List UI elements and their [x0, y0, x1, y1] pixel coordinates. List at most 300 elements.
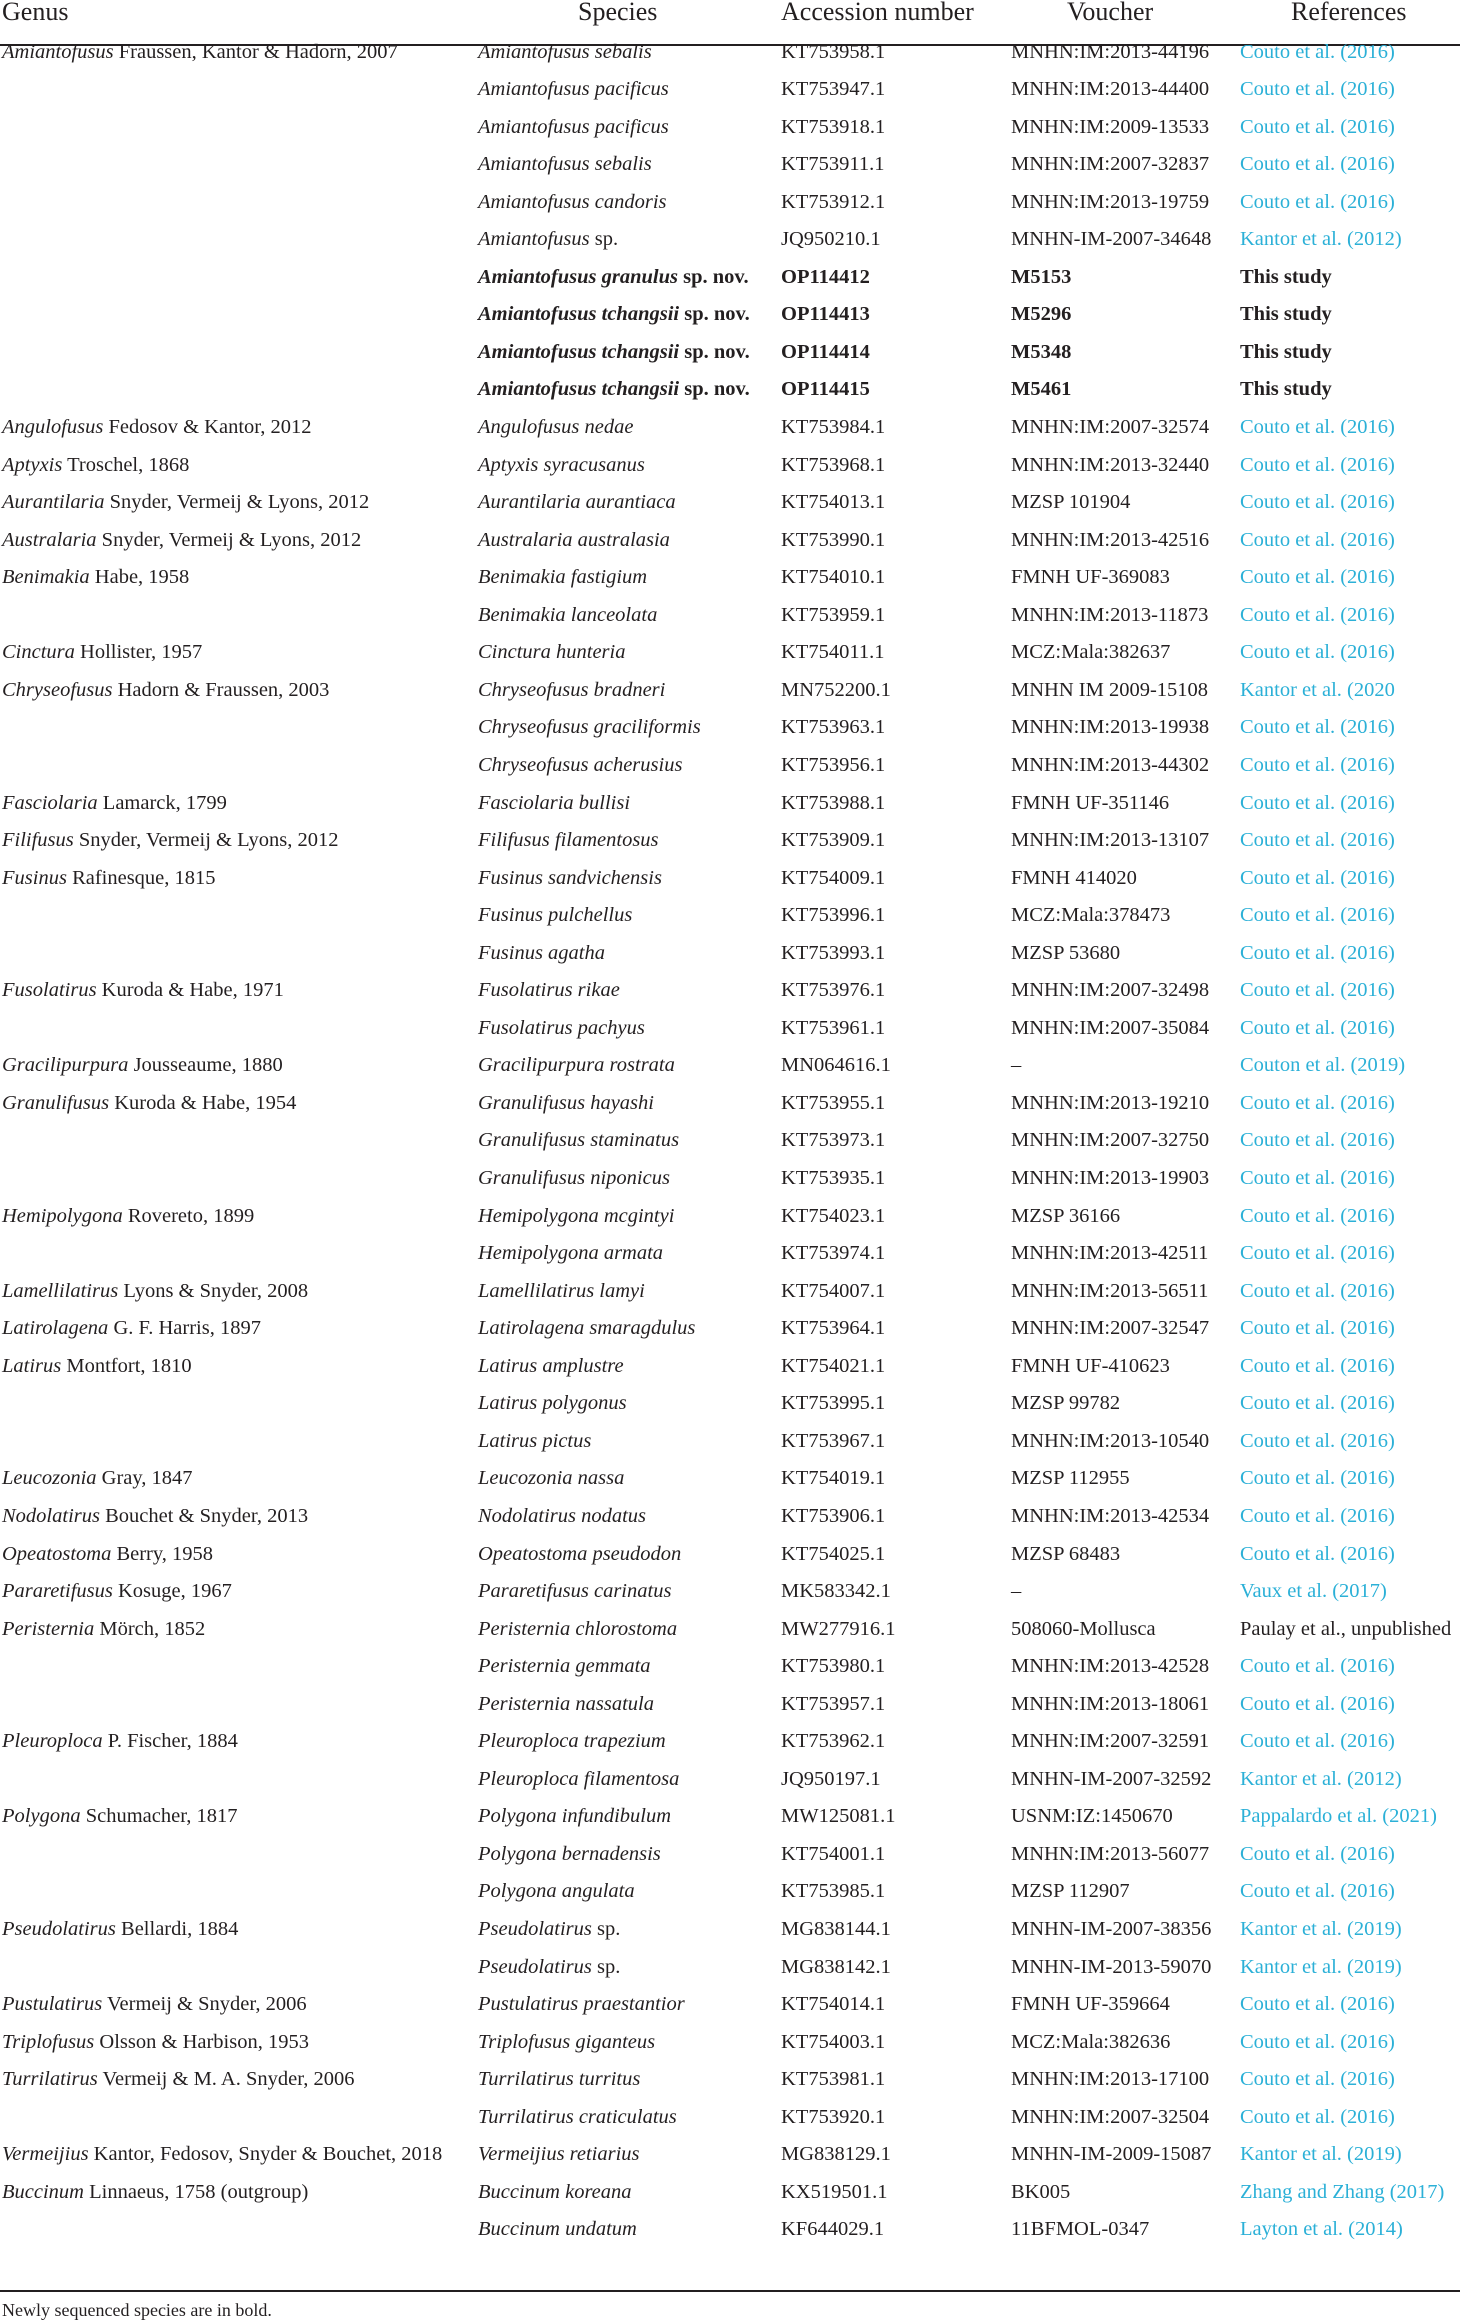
- species-name: Australaria australasia: [478, 528, 670, 551]
- genus-cell: [2, 1498, 308, 1536]
- reference-link[interactable]: Couto et al. (2016): [1240, 528, 1395, 551]
- species-cell: [478, 447, 645, 485]
- species-cell: [478, 2024, 655, 2062]
- genus-name: Filifusus: [2, 829, 74, 852]
- accession-cell: KT753920.1: [781, 2105, 886, 2128]
- genus-cell: [2, 1986, 307, 2024]
- header-species: Species: [578, 0, 658, 26]
- voucher-cell: M5296: [1011, 303, 1072, 326]
- species-cell: [478, 71, 669, 109]
- genus-author: Kuroda & Habe, 1971: [101, 979, 284, 1002]
- genus-name: Chryseofusus: [2, 678, 113, 701]
- table-row: [0, 1310, 1460, 1348]
- species-cell: [478, 1611, 677, 1649]
- accession-cell: MK583342.1: [781, 1580, 891, 1603]
- species-cell: [478, 1310, 695, 1348]
- accession-cell: KX519501.1: [781, 2180, 888, 2203]
- reference-link[interactable]: Couto et al. (2016): [1240, 829, 1395, 852]
- species-cell: [478, 34, 652, 72]
- species-cell: [478, 972, 620, 1010]
- voucher-cell: –: [1011, 1580, 1022, 1603]
- species-cell: [478, 259, 749, 297]
- genus-name: Fusinus: [2, 866, 67, 889]
- table-row: [0, 897, 1460, 935]
- genus-author: Snyder, Vermeij & Lyons, 2012: [78, 829, 339, 852]
- genus-name: Amiantofusus: [2, 40, 114, 63]
- reference-cell: This study: [1240, 378, 1332, 401]
- reference-link[interactable]: Couto et al. (2016): [1240, 2105, 1395, 2128]
- species-cell: [478, 1686, 654, 1724]
- table-row: [0, 1460, 1460, 1498]
- accession-cell: KT754007.1: [781, 1279, 886, 1302]
- species-cell: [478, 409, 633, 447]
- species-cell: [478, 1986, 685, 2024]
- reference-link[interactable]: Kantor et al. (2019): [1240, 2143, 1402, 2166]
- genus-author: Bellardi, 1884: [121, 1918, 239, 1940]
- voucher-cell: MNHN:IM:2007-32837: [1011, 153, 1210, 176]
- reference-link[interactable]: Couto et al. (2016): [1240, 190, 1395, 213]
- genus-cell: [2, 2174, 308, 2212]
- reference-link[interactable]: Couto et al. (2016): [1240, 1354, 1395, 1377]
- genus-name: Benimakia: [2, 566, 90, 589]
- species-name: Fusinus sandvichensis: [478, 866, 662, 889]
- genus-cell: [2, 409, 312, 447]
- species-name: Chryseofusus graciliformis: [478, 716, 701, 739]
- table-row: [0, 1085, 1460, 1123]
- species-suffix: sp.: [594, 228, 619, 251]
- table-row: [0, 1198, 1460, 1236]
- voucher-cell: FMNH UF-410623: [1011, 1354, 1170, 1377]
- reference-link[interactable]: Couto et al. (2016): [1240, 904, 1395, 927]
- accession-cell: OP114415: [781, 378, 870, 401]
- voucher-cell: MNHN:IM:2013-13107: [1011, 829, 1210, 852]
- table-row: [0, 597, 1460, 635]
- reference-link[interactable]: Couto et al. (2016): [1240, 1880, 1395, 1903]
- reference-link[interactable]: Couto et al. (2016): [1240, 78, 1395, 101]
- species-name: Amiantofusus tchangsii: [478, 340, 680, 363]
- genus-author: Hadorn & Fraussen, 2003: [117, 678, 330, 701]
- reference-link[interactable]: Couto et al. (2016): [1240, 979, 1395, 1002]
- accession-cell: KF644029.1: [781, 2218, 885, 2241]
- reference-link[interactable]: Couto et al. (2016): [1240, 453, 1395, 476]
- species-name: Peristernia gemmata: [478, 1655, 651, 1678]
- table-row: [0, 1798, 1460, 1836]
- genus-name: Nodolatirus: [2, 1504, 100, 1527]
- genus-author: Bouchet & Snyder, 2013: [105, 1504, 309, 1527]
- reference-link[interactable]: Kantor et al. (2020: [1240, 678, 1395, 701]
- reference-link[interactable]: Couto et al. (2016): [1240, 1204, 1395, 1227]
- species-name: Triplofusus giganteus: [478, 2030, 656, 2053]
- species-name: Pararetifusus carinatus: [478, 1580, 672, 1603]
- reference-link[interactable]: Couto et al. (2016): [1240, 1016, 1395, 1039]
- accession-cell: KT753984.1: [781, 416, 886, 438]
- accession-cell: KT753968.1: [781, 453, 886, 476]
- table-row: [0, 822, 1460, 860]
- accession-cell: KT753963.1: [781, 716, 886, 739]
- species-cell: [478, 334, 750, 372]
- accession-cell: KT753990.1: [781, 528, 886, 551]
- species-cell: [478, 1836, 661, 1874]
- table-row: [0, 296, 1460, 334]
- accession-cell: MN064616.1: [781, 1054, 891, 1077]
- species-name: Cinctura hunteria: [478, 641, 626, 664]
- reference-link[interactable]: Couto et al. (2016): [1240, 1993, 1395, 2016]
- voucher-cell: FMNH UF-351146: [1011, 791, 1170, 814]
- reference-link[interactable]: Couto et al. (2016): [1240, 153, 1395, 176]
- voucher-cell: MNHN:IM:2013-19759: [1011, 190, 1210, 213]
- genus-cell: [2, 785, 227, 823]
- voucher-cell: MNHN:IM:2007-35084: [1011, 1016, 1210, 1039]
- genus-cell: [2, 1348, 192, 1386]
- table-row: [0, 522, 1460, 560]
- accession-cell: MG838142.1: [781, 1955, 891, 1978]
- reference-link[interactable]: Couto et al. (2016): [1240, 1129, 1395, 1152]
- accession-cell: MG838144.1: [781, 1918, 891, 1940]
- accession-cell: KT753964.1: [781, 1317, 886, 1340]
- genus-name: Pseudolatirus: [2, 1918, 116, 1940]
- voucher-cell: MNHN:IM:2013-42511: [1011, 1242, 1209, 1265]
- reference-link[interactable]: Couto et al. (2016): [1240, 1655, 1395, 1678]
- table-row: [0, 2061, 1460, 2099]
- reference-link[interactable]: Couto et al. (2016): [1240, 416, 1395, 438]
- species-name: Fusinus agatha: [478, 941, 605, 964]
- genus-name: Peristernia: [2, 1617, 95, 1640]
- voucher-cell: MNHN:IM:2013-19210: [1011, 1091, 1210, 1114]
- genus-name: Pustulatirus: [2, 1993, 103, 2016]
- genus-name: Vermeijius: [2, 2143, 89, 2166]
- reference-link[interactable]: Couto et al. (2016): [1240, 1279, 1395, 1302]
- species-name: Hemipolygona mcgintyi: [478, 1204, 675, 1227]
- genus-cell: [2, 1460, 193, 1498]
- table-row: [0, 1648, 1460, 1686]
- species-cell: [478, 785, 630, 823]
- genus-name: Pararetifusus: [2, 1580, 113, 1603]
- reference-link[interactable]: Couto et al. (2016): [1240, 2068, 1395, 2091]
- species-cell: [478, 2174, 632, 2212]
- table-row: [0, 34, 1460, 72]
- reference-link[interactable]: Couto et al. (2016): [1240, 866, 1395, 889]
- accession-cell: KT754025.1: [781, 1542, 886, 1565]
- genus-name: Aptyxis: [2, 453, 63, 476]
- reference-cell: Paulay et al., unpublished: [1240, 1617, 1452, 1640]
- species-cell: [478, 1648, 651, 1686]
- genus-cell: [2, 1047, 283, 1085]
- accession-cell: KT753958.1: [781, 40, 886, 63]
- reference-link[interactable]: Couton et al. (2019): [1240, 1054, 1406, 1077]
- accession-cell: KT753912.1: [781, 190, 886, 213]
- reference-link[interactable]: Couto et al. (2016): [1240, 641, 1395, 664]
- genus-name: Fusolatirus: [2, 979, 97, 1002]
- species-name: Aurantilaria aurantiaca: [478, 491, 676, 514]
- species-cell: [478, 2211, 637, 2249]
- table-row: [0, 259, 1460, 297]
- voucher-cell: MCZ:Mala:382636: [1011, 2030, 1171, 2053]
- reference-link[interactable]: Couto et al. (2016): [1240, 1091, 1395, 1114]
- reference-link[interactable]: Couto et al. (2016): [1240, 566, 1395, 589]
- reference-link[interactable]: Couto et al. (2016): [1240, 40, 1395, 63]
- voucher-cell: MNHN IM 2009-15108: [1011, 678, 1209, 701]
- accession-cell: KT753988.1: [781, 791, 886, 814]
- accession-cell: KT753909.1: [781, 829, 886, 852]
- species-cell: [478, 1122, 679, 1160]
- voucher-cell: MNHN:IM:2013-42534: [1011, 1504, 1210, 1527]
- genus-author: G. F. Harris, 1897: [113, 1317, 261, 1340]
- species-cell: [478, 597, 657, 635]
- voucher-cell: MNHN:IM:2007-32591: [1011, 1730, 1210, 1753]
- species-name: Amiantofusus granulus: [478, 265, 678, 288]
- voucher-cell: MZSP 112907: [1011, 1880, 1130, 1903]
- genus-author: Jousseaume, 1880: [133, 1054, 283, 1077]
- species-name: Amiantofusus sebalis: [478, 153, 652, 176]
- reference-link[interactable]: Couto et al. (2016): [1240, 1242, 1395, 1265]
- genus-author: Vermeij & M. A. Snyder, 2006: [102, 2068, 355, 2091]
- reference-link[interactable]: Kantor et al. (2019): [1240, 1918, 1402, 1940]
- table-row: [0, 447, 1460, 485]
- table-row: [0, 1122, 1460, 1160]
- reference-link[interactable]: Couto et al. (2016): [1240, 1167, 1395, 1189]
- table-row: [0, 409, 1460, 447]
- species-cell: [478, 1573, 671, 1611]
- species-cell: [478, 672, 665, 710]
- table-row: [0, 334, 1460, 372]
- genus-cell: [2, 1085, 296, 1123]
- reference-link[interactable]: Couto et al. (2016): [1240, 491, 1395, 514]
- species-name: Turrilatirus turritus: [478, 2068, 641, 2091]
- species-name: Gracilipurpura rostrata: [478, 1054, 675, 1077]
- voucher-cell: MNHN:IM:2013-18061: [1011, 1692, 1210, 1715]
- reference-link[interactable]: Layton et al. (2014): [1240, 2218, 1403, 2241]
- voucher-cell: M5153: [1011, 265, 1072, 288]
- voucher-cell: MZSP 101904: [1011, 491, 1131, 514]
- reference-link[interactable]: Couto et al. (2016): [1240, 716, 1395, 739]
- genus-author: Gray, 1847: [101, 1467, 193, 1490]
- species-name: Pleuroploca filamentosa: [478, 1767, 680, 1790]
- voucher-cell: MNHN:IM:2007-32750: [1011, 1129, 1210, 1152]
- table-row: [0, 1611, 1460, 1649]
- reference-link[interactable]: Couto et al. (2016): [1240, 941, 1395, 964]
- table-row: [0, 1573, 1460, 1611]
- table-row: [0, 1348, 1460, 1386]
- genus-author: Troschel, 1868: [67, 453, 190, 476]
- voucher-cell: MNHN:IM:2013-32440: [1011, 453, 1210, 476]
- table-row: [0, 371, 1460, 409]
- reference-link[interactable]: Couto et al. (2016): [1240, 1542, 1395, 1565]
- species-cell: [478, 1536, 681, 1574]
- species-name: Amiantofusus tchangsii: [478, 303, 680, 326]
- accession-cell: KT754013.1: [781, 491, 886, 514]
- reference-link[interactable]: Couto et al. (2016): [1240, 1692, 1395, 1715]
- table-row: [0, 1273, 1460, 1311]
- header-genus: Genus: [2, 0, 69, 26]
- genus-name: Lamellilatirus: [2, 1279, 119, 1302]
- accession-cell: KT754003.1: [781, 2030, 886, 2053]
- voucher-cell: MNHN:IM:2013-44196: [1011, 40, 1210, 63]
- species-name: Benimakia lanceolata: [478, 603, 658, 626]
- voucher-cell: FMNH UF-369083: [1011, 566, 1170, 589]
- accession-cell: KT753995.1: [781, 1392, 886, 1415]
- species-cell: [478, 1460, 624, 1498]
- genus-author: Montfort, 1810: [66, 1354, 192, 1377]
- genus-author: Rafinesque, 1815: [72, 866, 216, 889]
- genus-name: Leucozonia: [2, 1467, 97, 1490]
- reference-link[interactable]: Couto et al. (2016): [1240, 1317, 1395, 1340]
- table-row: [0, 1498, 1460, 1536]
- table-row: [0, 1986, 1460, 2024]
- species-cell: [478, 1348, 624, 1386]
- genus-cell: [2, 1310, 261, 1348]
- species-name: Polygona angulata: [478, 1880, 635, 1903]
- reference-link[interactable]: Couto et al. (2016): [1240, 2030, 1395, 2053]
- genus-author: Snyder, Vermeij & Lyons, 2012: [109, 491, 370, 514]
- species-name: Benimakia fastigium: [478, 566, 648, 589]
- accession-cell: KT754001.1: [781, 1842, 886, 1865]
- genus-author: Fraussen, Kantor & Hadorn, 2007: [118, 40, 398, 63]
- reference-link[interactable]: Vaux et al. (2017): [1240, 1580, 1387, 1603]
- reference-link[interactable]: Kantor et al. (2019): [1240, 1955, 1402, 1978]
- accession-cell: KT753955.1: [781, 1091, 886, 1114]
- reference-link[interactable]: Couto et al. (2016): [1240, 1429, 1395, 1452]
- reference-link[interactable]: Couto et al. (2016): [1240, 791, 1395, 814]
- species-cell: [478, 2136, 640, 2174]
- voucher-cell: MNHN:IM:2013-56511: [1011, 1279, 1209, 1302]
- voucher-cell: USNM:IZ:1450670: [1011, 1805, 1173, 1828]
- species-cell: [478, 296, 750, 334]
- species-name: Turrilatirus craticulatus: [478, 2105, 677, 2128]
- reference-link[interactable]: Pappalardo et al. (2021): [1240, 1805, 1437, 1828]
- accession-cell: KT753962.1: [781, 1730, 886, 1753]
- accession-cell: KT753957.1: [781, 1692, 886, 1715]
- table-row: [0, 2211, 1460, 2249]
- species-cell: [478, 634, 625, 672]
- species-cell: [478, 371, 750, 409]
- reference-cell: This study: [1240, 340, 1332, 363]
- voucher-cell: MNHN-IM-2013-59070: [1011, 1955, 1212, 1978]
- reference-link[interactable]: Couto et al. (2016): [1240, 115, 1395, 138]
- accession-cell: KT754010.1: [781, 566, 886, 589]
- species-name: Amiantofusus pacificus: [478, 115, 669, 138]
- voucher-cell: 508060-Mollusca: [1011, 1617, 1156, 1640]
- genus-author: Rovereto, 1899: [127, 1204, 255, 1227]
- voucher-cell: MNHN-IM-2007-38356: [1011, 1918, 1212, 1940]
- reference-link[interactable]: Couto et al. (2016): [1240, 1842, 1395, 1865]
- species-name: Amiantofusus candoris: [478, 190, 667, 213]
- voucher-cell: FMNH UF-359664: [1011, 1993, 1170, 2016]
- table-row: [0, 109, 1460, 147]
- species-cell: [478, 109, 669, 147]
- table-row: [0, 672, 1460, 710]
- reference-link[interactable]: Couto et al. (2016): [1240, 1467, 1395, 1490]
- reference-link[interactable]: Kantor et al. (2012): [1240, 228, 1402, 251]
- genus-name: Aurantilaria: [2, 491, 105, 514]
- genus-name: Angulofusus: [2, 416, 104, 438]
- header-accession: Accession number: [781, 0, 974, 26]
- genus-author: Lamarck, 1799: [102, 791, 227, 814]
- accession-cell: KT753967.1: [781, 1429, 886, 1452]
- accession-cell: JQ950197.1: [781, 1767, 881, 1790]
- genus-name: Australaria: [2, 528, 97, 551]
- species-name: Leucozonia nassa: [478, 1467, 625, 1490]
- reference-link[interactable]: Zhang and Zhang (2017): [1240, 2180, 1445, 2203]
- species-name: Fasciolaria bullisi: [478, 791, 631, 814]
- accession-cell: KT753981.1: [781, 2068, 886, 2091]
- voucher-cell: MNHN:IM:2007-32504: [1011, 2105, 1210, 2128]
- reference-link[interactable]: Couto et al. (2016): [1240, 1504, 1395, 1527]
- species-name: Vermeijius retiarius: [478, 2143, 640, 2166]
- table-row: [0, 1873, 1460, 1911]
- species-name: Angulofusus nedae: [478, 416, 634, 438]
- table-row: [0, 1385, 1460, 1423]
- voucher-cell: MNHN:IM:2013-44302: [1011, 753, 1210, 776]
- table-row: [0, 1423, 1460, 1461]
- species-name: Latirolagena smaragdulus: [478, 1317, 696, 1340]
- table-row: [0, 2174, 1460, 2212]
- reference-link[interactable]: Couto et al. (2016): [1240, 753, 1395, 776]
- genus-author: Olsson & Harbison, 1953: [99, 2030, 309, 2053]
- reference-link[interactable]: Couto et al. (2016): [1240, 603, 1395, 626]
- species-cell: [478, 1273, 645, 1311]
- species-cell: [478, 1723, 666, 1761]
- accession-cell: MW277916.1: [781, 1617, 896, 1640]
- table-row: [0, 785, 1460, 823]
- species-suffix: sp. nov.: [684, 303, 750, 326]
- species-cell: [478, 1235, 663, 1273]
- genus-name: Pleuroploca: [2, 1730, 103, 1753]
- accession-cell: KT753935.1: [781, 1167, 886, 1189]
- genus-cell: [2, 484, 369, 522]
- species-name: Fusinus pulchellus: [478, 904, 633, 927]
- voucher-cell: 11BFMOL-0347: [1011, 2218, 1150, 2241]
- species-name: Chryseofusus acherusius: [478, 753, 683, 776]
- voucher-cell: MCZ:Mala:382637: [1011, 641, 1171, 664]
- species-cell: [478, 1798, 671, 1836]
- voucher-cell: M5461: [1011, 378, 1072, 401]
- voucher-cell: MZSP 112955: [1011, 1467, 1130, 1490]
- genus-cell: [2, 1611, 205, 1649]
- species-cell: [478, 1949, 620, 1987]
- species-cell: [478, 897, 632, 935]
- species-name: Filifusus filamentosus: [478, 829, 659, 852]
- species-cell: [478, 860, 662, 898]
- species-name: Granulifusus staminatus: [478, 1129, 680, 1152]
- species-suffix: sp. nov.: [683, 265, 749, 288]
- accession-cell: MG838129.1: [781, 2143, 891, 2166]
- accession-cell: KT754009.1: [781, 866, 886, 889]
- voucher-cell: MNHN-IM-2007-32592: [1011, 1767, 1212, 1790]
- voucher-cell: MZSP 53680: [1011, 941, 1121, 964]
- species-cell: [478, 1423, 591, 1461]
- table-row: [0, 1911, 1460, 1949]
- accession-cell: KT754023.1: [781, 1204, 886, 1227]
- reference-cell: This study: [1240, 265, 1332, 288]
- species-name: Amiantofusus sebalis: [478, 40, 652, 63]
- species-name: Latirus amplustre: [478, 1354, 624, 1377]
- accession-cell: KT754019.1: [781, 1467, 886, 1490]
- reference-link[interactable]: Couto et al. (2016): [1240, 1730, 1395, 1753]
- table-row: [0, 747, 1460, 785]
- accession-cell: KT753980.1: [781, 1655, 886, 1678]
- voucher-cell: MNHN:IM:2013-19903: [1011, 1167, 1210, 1189]
- species-cell: [478, 1498, 646, 1536]
- accession-cell: KT753996.1: [781, 904, 886, 927]
- accession-cell: KT753976.1: [781, 979, 886, 1002]
- reference-link[interactable]: Kantor et al. (2012): [1240, 1767, 1402, 1790]
- species-suffix: sp.: [597, 1918, 621, 1940]
- genus-cell: [2, 1198, 254, 1236]
- reference-link[interactable]: Couto et al. (2016): [1240, 1392, 1395, 1415]
- species-name: Lamellilatirus lamyi: [478, 1279, 645, 1302]
- genus-author: Kosuge, 1967: [117, 1580, 232, 1603]
- species-name: Buccinum koreana: [478, 2180, 632, 2203]
